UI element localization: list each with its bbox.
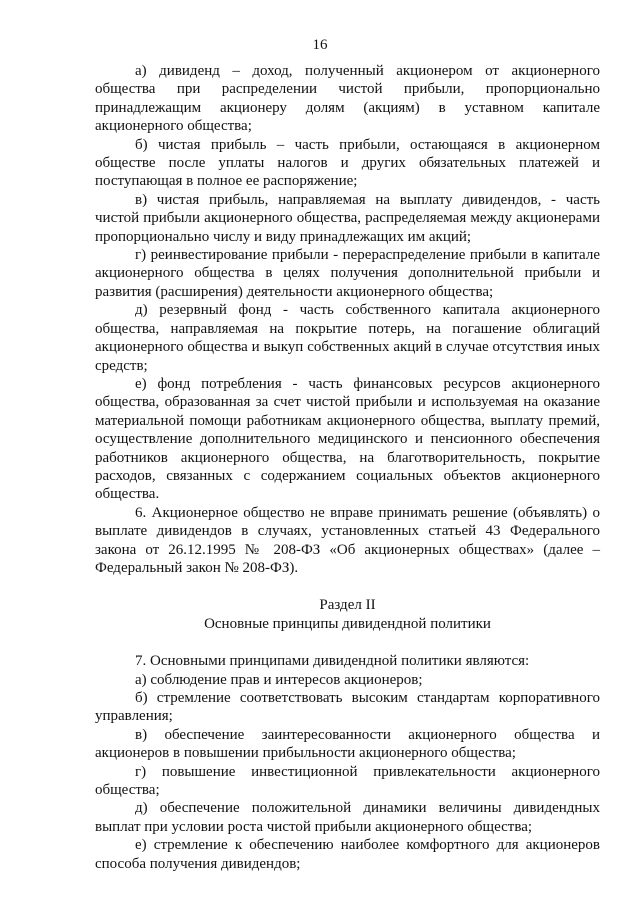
clause-7: 7. Основными принципами дивидендной политики являются:: [135, 653, 530, 670]
definition-reserve-fund: д) резервный фонд - часть собственного капитала акционерного общества, направляемая на покрытие потерь, на погашение облигаций акционерного общества и выкуп собственных акций в случае отсутствия иных средств;: [95, 302, 600, 374]
definition-consumption-fund: е) фонд потребления - часть финансовых ресурсов акционерного общества, образованная за счет чистой прибыли и используемая на оказание материальной помощи работникам акционерного общества, выплату премий, осуществление дополнительного медицинского и пенсионного обеспечения работников акционерного общества, на благотворительность, покрытие расходов, связанных с содержанием социальных объектов акционерного общества.: [95, 375, 600, 503]
principle-a: а) соблюдение прав и интересов акционеров;: [135, 671, 423, 688]
definition-dividend: а) дивиденд – доход, полученный акционером от акционерного общества при распределении чистой прибыли, пропорционально принадлежащим акционеру долям (акциям) в уставном капитале акционерного общества;: [95, 63, 600, 135]
clause-6: 6. Акционерное общество не вправе принимать решение (объявлять) о выплате дивидендов в случаях, установленных статьей 43 Федерального закона от 26.12.1995 № 208-ФЗ «Об акционерных обществах» (далее – Федеральный закон № 208-ФЗ).: [95, 504, 600, 576]
definition-reinvestment: г) реинвестирование прибыли - перераспределение прибыли в капитале акционерного общества в целях получения дополнительной прибыли и развития (расширения) деятельности акционерного общества;: [95, 247, 600, 300]
principle-f: е) стремление к обеспечению наиболее комфортного для акционеров способа получения дивидендов;: [95, 837, 600, 872]
page-number: 16: [312, 37, 328, 53]
section-number: Раздел II: [319, 597, 376, 614]
definition-dividend-profit: в) чистая прибыль, направляемая на выплату дивидендов, - часть чистой прибыли акционерного общества, распределяемая между акционерами пропорционально числу и виду принадлежащих им акций;: [95, 191, 600, 245]
definition-net-profit: б) чистая прибыль – часть прибыли, остающаяся в акционерном обществе после уплаты налогов и других обязательных платежей и поступающая в полное ее распоряжение;: [95, 136, 600, 190]
principle-d: г) повышение инвестиционной привлекательности акционерного общества;: [95, 763, 600, 799]
principle-b: б) стремление соответствовать высоким стандартам корпоративного управления;: [95, 690, 600, 725]
principle-e: д) обеспечение положительной динамики величины дивидендных выплат при условии роста чистой прибыли акционерного общества;: [95, 800, 600, 835]
document-body: [95, 62, 600, 873]
section-title: Основные принципы дивидендной политики: [204, 615, 491, 632]
principle-c: в) обеспечение заинтересованности акционерного общества и акционеров в повышении прибыльности акционерного общества;: [95, 726, 600, 762]
